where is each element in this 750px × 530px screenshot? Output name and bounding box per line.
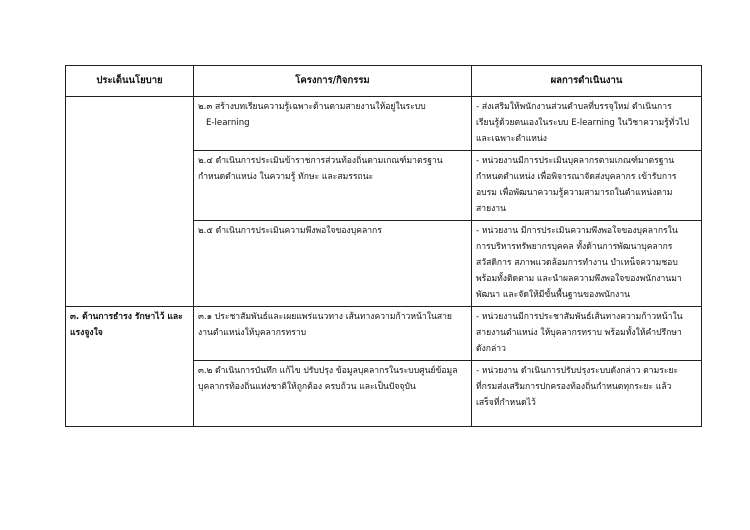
header-policy: ประเด็นนโยบาย — [66, 66, 194, 97]
result-line: ที่กรมส่งเสริมการปกครองท้องถิ่นกำหนดทุกระยะ แล้ว — [476, 382, 672, 392]
project-cell — [194, 361, 472, 427]
table-row — [66, 97, 702, 151]
result-line: เรียนรู้ด้วยตนเองในระบบ E-learning ในวิชาความรู้ทั่วไป — [476, 118, 690, 128]
policy-cell — [66, 361, 194, 427]
result-line: - หน่วยงานมีการประเมินบุคลากรตามเกณฑ์มาตรฐาน — [476, 156, 675, 166]
policy-cell — [66, 221, 194, 307]
result-line: - หน่วยงาน ดำเนินการปรับปรุงระบบดังกล่าว ตามระยะ — [476, 366, 679, 376]
result-line: ดังกล่าว — [476, 344, 506, 354]
project-cell — [194, 97, 472, 151]
result-line: และเฉพาะตำแหน่ง — [476, 134, 547, 144]
table-row — [66, 307, 702, 361]
table-row — [66, 221, 702, 307]
policy-cell — [66, 97, 194, 151]
result-cell — [472, 361, 702, 427]
result-line: - หน่วยงานมีการประชาสัมพันธ์เส้นทางความก้าวหน้าใน — [476, 312, 683, 322]
result-cell — [472, 221, 702, 307]
project-line: ๓.๑ ประชาสัมพันธ์และเผยแพร่แนวทาง เส้นทางความก้าวหน้าในสาย — [198, 312, 452, 322]
policy-cell — [66, 307, 194, 361]
result-line: เสร็จที่กำหนดไว้ — [476, 398, 536, 408]
project-line: ๓.๒ ดำเนินการบันทึก แก้ไข ปรับปรุง ข้อมูลบุคลากรในระบบศูนย์ข้อมูล — [198, 366, 458, 376]
result-line: พัฒนา และจัดให้มีขั้นพื้นฐานของพนักงาน — [476, 290, 631, 300]
result-line: สายงานตำแหน่ง ให้บุคลากรทราบ พร้อมทั้งให้คำปรึกษา — [476, 328, 682, 338]
policy-line: ๓. ด้านการธำรง รักษาไว้ และ — [70, 312, 183, 322]
policy-line: แรงจูงใจ — [70, 328, 103, 338]
result-line: การบริหารทรัพยากรบุคคล ทั้งด้านการพัฒนาบุคลากร — [476, 242, 673, 252]
result-line: - หน่วยงาน มีการประเมินความพึงพอใจของบุคลากรใน — [476, 226, 678, 236]
table-row — [66, 151, 702, 221]
project-line: บุคลากรท้องถิ่นแห่งชาติให้ถูกต้อง ครบถ้วน และเป็นปัจจุบัน — [198, 382, 416, 392]
project-line: ๒.๓ สร้างบทเรียนความรู้เฉพาะด้านตามสายงานให้อยู่ในระบบ — [198, 102, 426, 112]
result-line: สวัสดิการ สภาพแวดล้อมการทำงาน บำเหน็จความชอบ — [476, 258, 678, 268]
result-line: กำหนดตำแหน่ง เพื่อพิจารณาจัดส่งบุคลากร เข้ารับการ — [476, 172, 677, 182]
table-row — [66, 361, 702, 427]
project-cell — [194, 307, 472, 361]
result-line: - ส่งเสริมให้พนักงานส่วนตำบลที่บรรจุใหม่ ดำเนินการ — [476, 102, 672, 112]
header-result: ผลการดำเนินงาน — [472, 66, 702, 97]
project-line: งานตำแหน่งให้บุคลากรทราบ — [198, 328, 307, 338]
project-line: ๒.๔ ดำเนินการประเมินข้าราชการส่วนท้องถิ่นตามเกณฑ์มาตรฐาน — [198, 156, 443, 166]
policy-cell — [66, 151, 194, 221]
result-cell — [472, 97, 702, 151]
result-cell — [472, 151, 702, 221]
result-line: อบรม เพื่อพัฒนาความรู้ความสามารถในตำแหน่งตาม — [476, 188, 673, 198]
project-cell — [194, 221, 472, 307]
result-line: พร้อมทั้งติดตาม และนำผลความพึงพอใจของพนักงานมา — [476, 274, 682, 284]
result-line: สายงาน — [476, 204, 507, 214]
result-cell — [472, 307, 702, 361]
project-line: E-learning — [206, 118, 250, 128]
results-table — [65, 65, 702, 427]
table-header-row — [66, 66, 702, 97]
header-project: โครงการ/กิจกรรม — [194, 66, 472, 97]
project-cell — [194, 151, 472, 221]
project-line: กำหนดตำแหน่ง ในความรู้ ทักษะ และสมรรถนะ — [198, 172, 374, 182]
project-line: ๒.๕ ดำเนินการประเมินความพึงพอใจของบุคลากร — [198, 226, 382, 236]
